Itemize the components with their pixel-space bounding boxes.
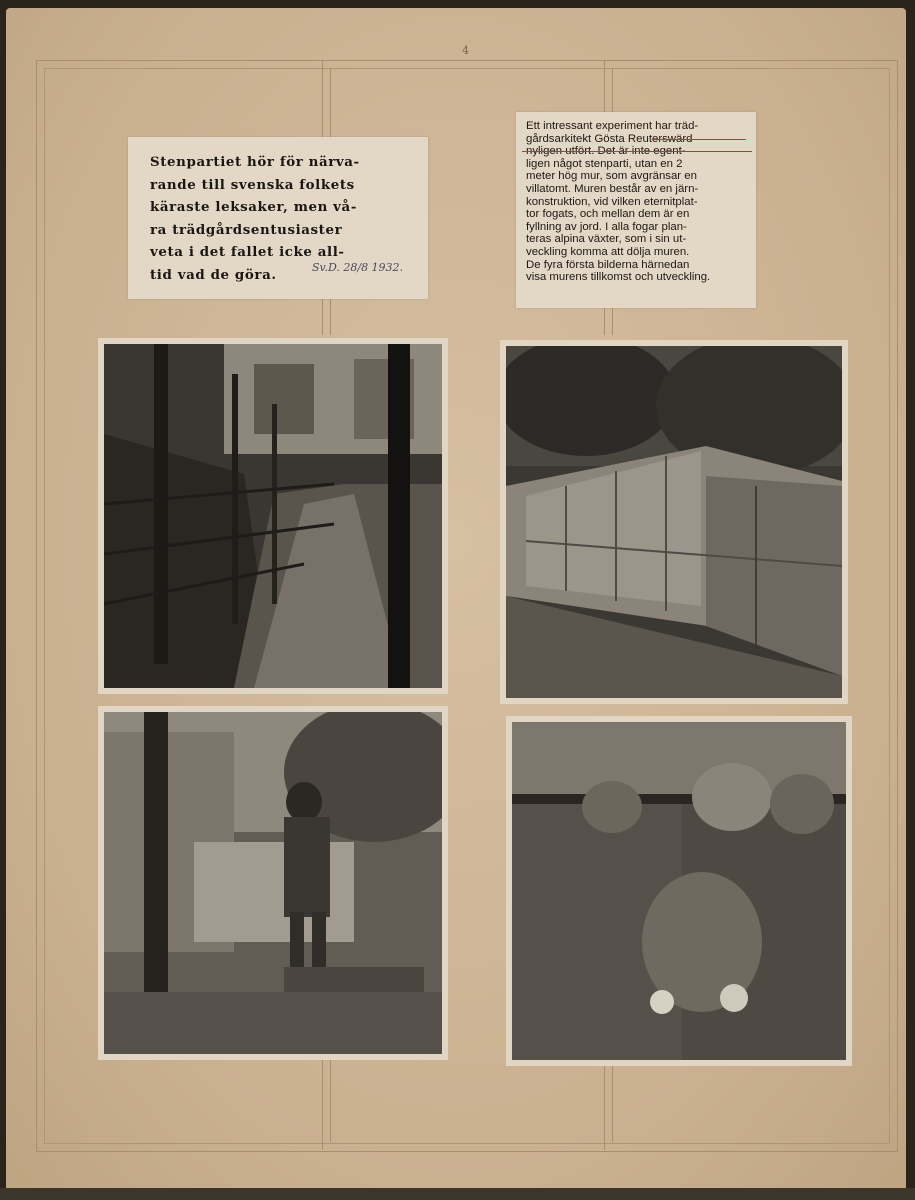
scanner-edge <box>0 1188 915 1200</box>
article-clipping <box>516 112 756 308</box>
photo-worker-building-image <box>104 712 442 1054</box>
red-underline <box>522 151 752 152</box>
photo-iron-frame-construction <box>98 338 448 694</box>
red-underline <box>652 139 746 140</box>
photo-worker-building <box>98 706 448 1060</box>
frame-divider <box>322 1055 323 1150</box>
photo-plants-closeup-image <box>512 722 846 1060</box>
photo-iron-frame-image <box>104 344 442 688</box>
handwritten-date-note: Sv.D. 28/8 1932. <box>312 261 404 274</box>
headline-clipping <box>128 137 428 299</box>
frame-divider <box>330 1055 331 1142</box>
frame-divider <box>612 1055 613 1142</box>
photo-finished-wall <box>500 340 848 704</box>
photo-finished-wall-image <box>506 346 842 698</box>
page-number: 4 <box>462 44 469 57</box>
photo-plants-closeup <box>506 716 852 1066</box>
article-clipping-text: Ett intressant experiment har träd- gårdsarkitekt Gösta Reuterswärd nyligen utfört. Det är inte egent- ligen något stenparti, utan en 2 meter hög mur, som avgränsar en villatomt. Muren består av en järn- konstruktion, vid vilken eternitplat- tor fogats, och mellan dem är en fyllning av jord. I alla fogar plan- teras alpina växter, som i sin ut- veckling komma att dölja muren. De fyra första bilderna härnedan visa murens tillkomst och utveckling. <box>526 120 711 284</box>
frame-divider <box>604 1055 605 1150</box>
headline-clipping-text: Stenpartiet hör för närva- rande till svenska folkets käraste leksaker, men vå- ra trädgårdsentusiaster veta i det fallet icke all- tid vad de göra. <box>150 154 360 283</box>
